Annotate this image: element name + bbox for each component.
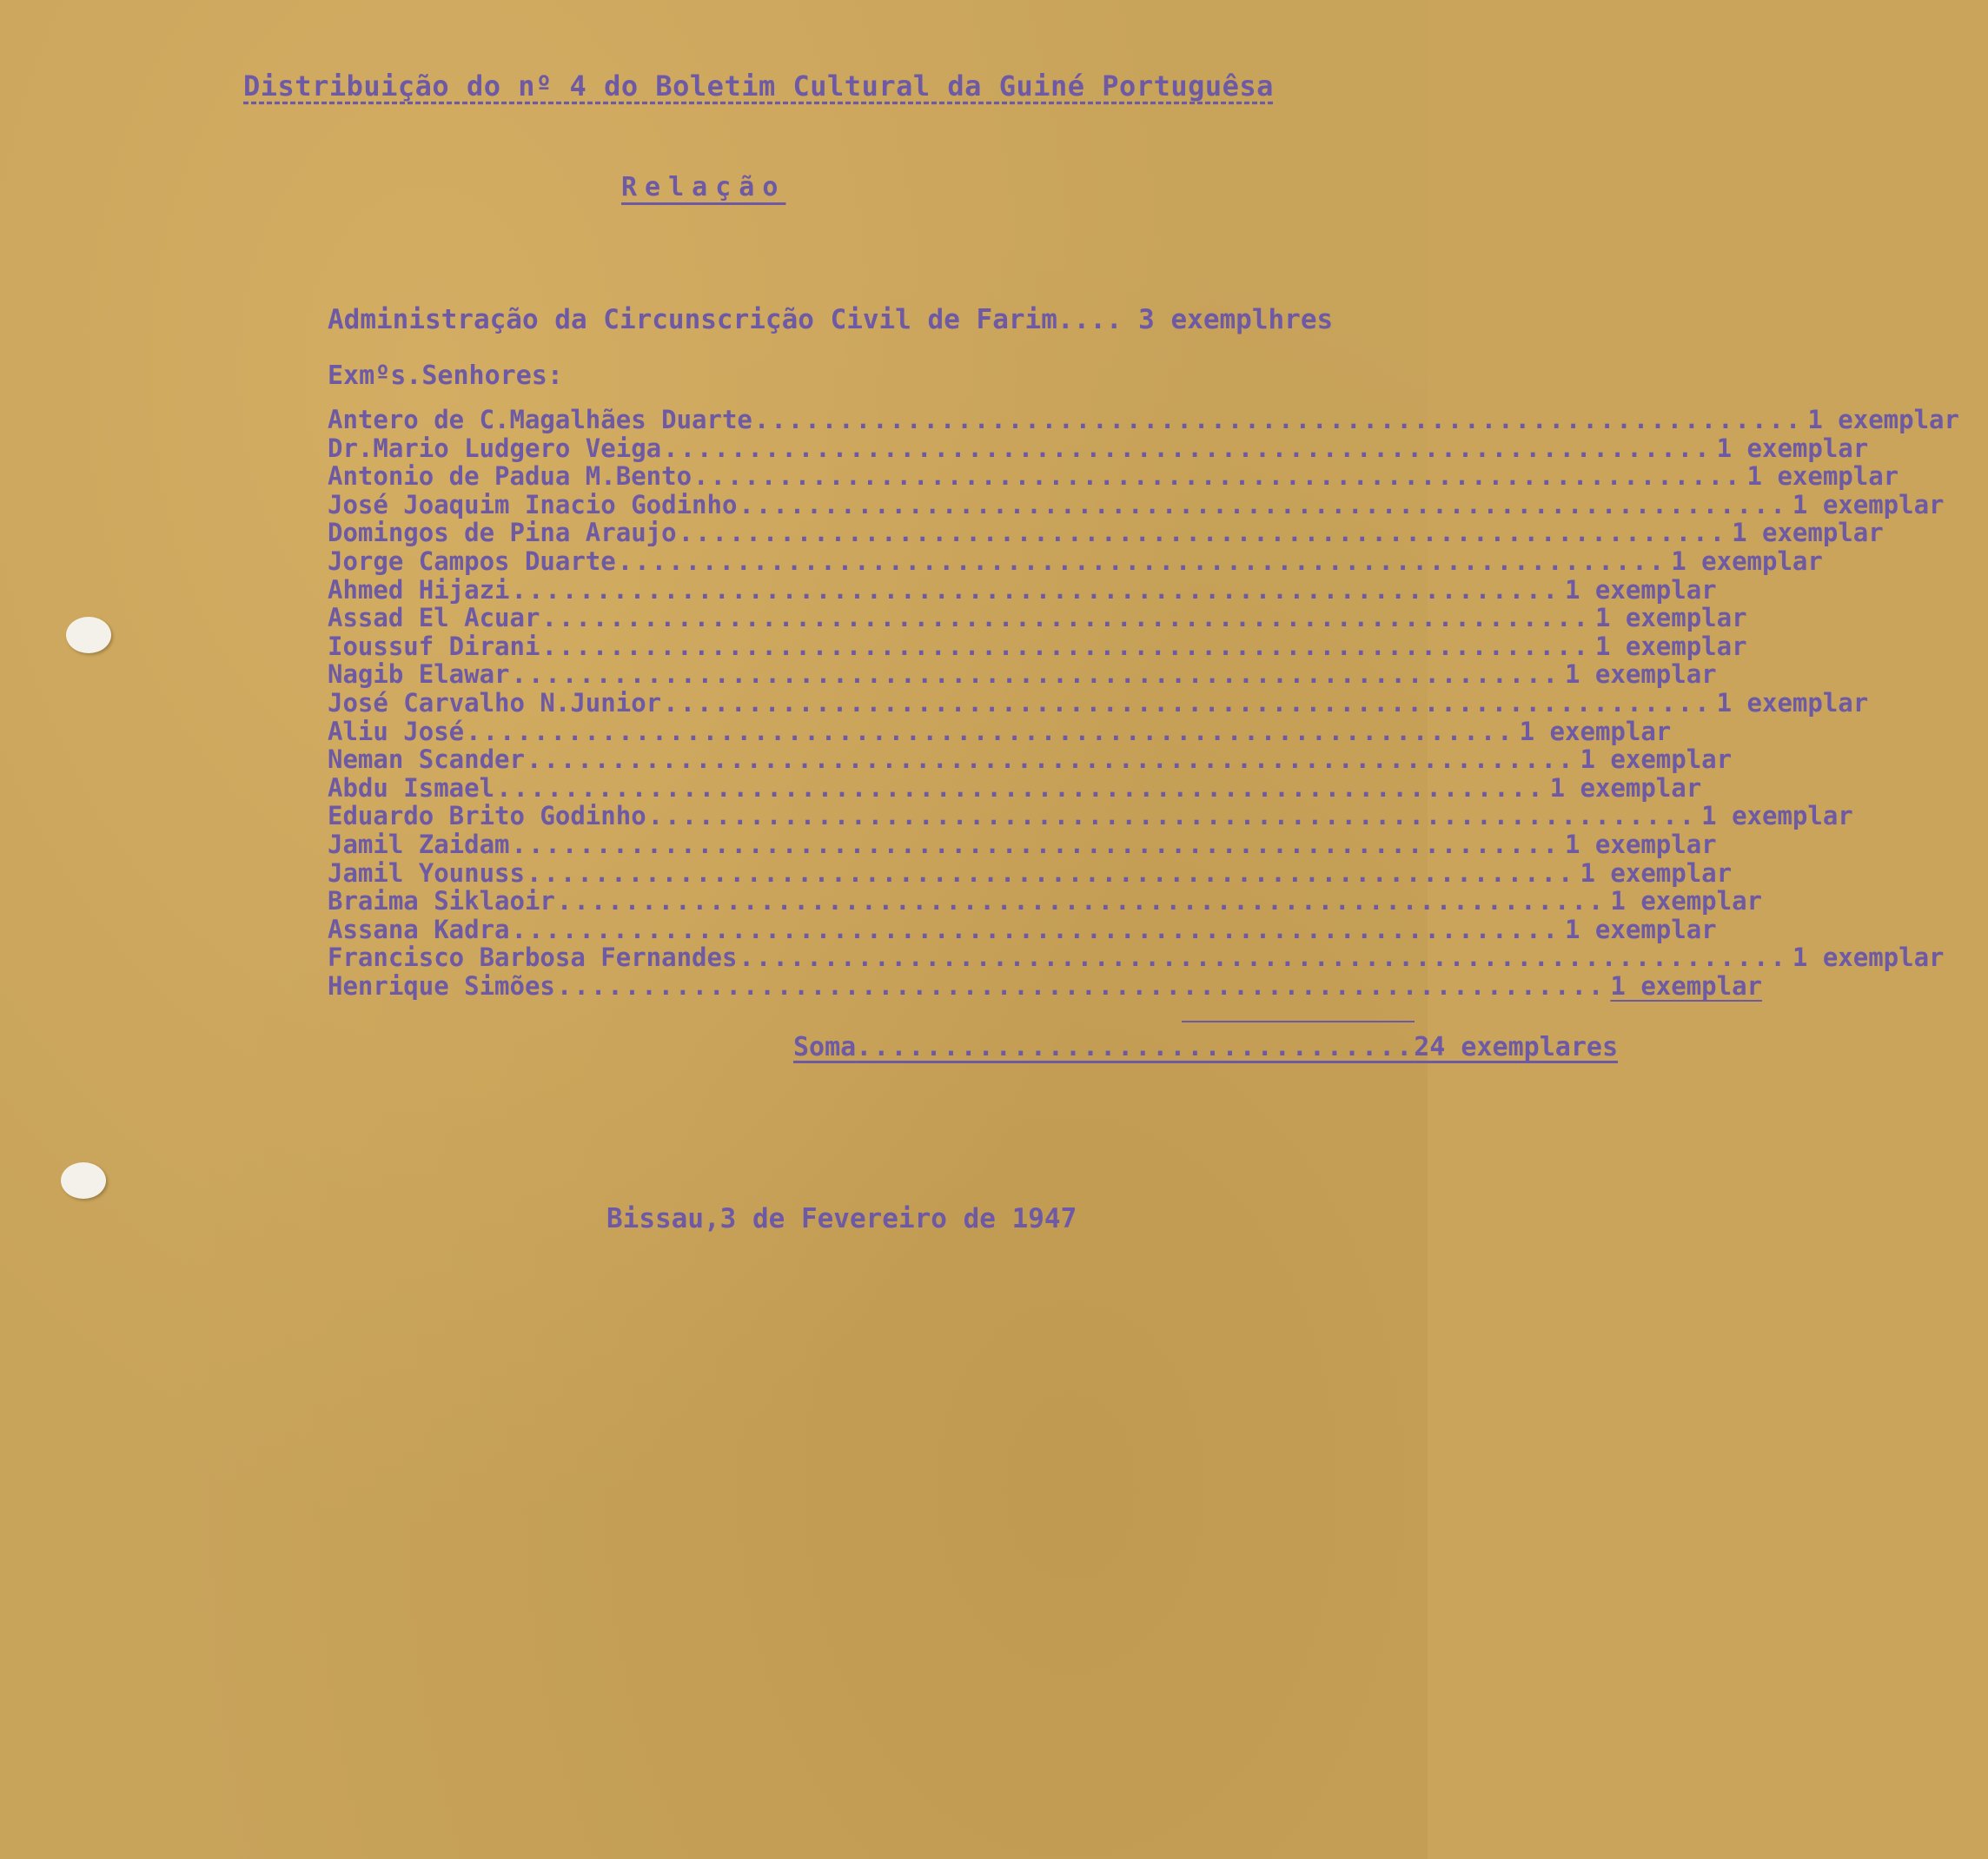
- recipient-quantity: 1 exemplar: [1716, 687, 1869, 718]
- recipient-quantity: 1 exemplar: [1565, 914, 1717, 944]
- dot-leader: ..............................................................: [496, 772, 1545, 803]
- total-quantity: 24 exemplares: [1414, 1032, 1619, 1062]
- recipient-quantity: 1 exemplar: [1594, 603, 1747, 633]
- recipient-quantity: 1 exemplar: [1671, 546, 1823, 576]
- recipient-quantity: 1 exemplar: [1610, 970, 1763, 1001]
- list-item: [328, 716, 1672, 746]
- list-item: [328, 857, 1733, 888]
- dot-leader: ..............................................................: [511, 574, 1561, 605]
- list-item: [328, 659, 1717, 690]
- recipient-name: Domingos de Pina Araujo: [328, 518, 677, 548]
- recipient-name: José Joaquim Inacio Godinho: [328, 489, 738, 519]
- list-item: [328, 631, 1747, 661]
- recipient-name: Nagib Elawar: [328, 659, 510, 690]
- list-item: [328, 886, 1763, 916]
- recipient-quantity: 1 exemplar: [1610, 886, 1763, 916]
- administration-line: Administração da Circunscrição Civil de Farim.... 3 exemplhres: [328, 304, 1334, 335]
- list-item: [328, 829, 1717, 859]
- dot-leader: ..............................................................: [511, 659, 1561, 690]
- total-line: [793, 1032, 1619, 1062]
- dot-leader: ..............................................................: [663, 687, 1712, 718]
- list-item: [328, 461, 1899, 492]
- recipient-name: Assad El Acuar: [328, 603, 540, 633]
- recipient-name: José Carvalho N.Junior: [328, 687, 662, 718]
- dot-leader: ..............................................................: [678, 518, 1727, 548]
- recipient-name: Assana Kadra: [328, 914, 510, 944]
- dot-leader: ..............................................................: [526, 744, 1575, 775]
- dot-leader: ..............................................................: [693, 461, 1742, 492]
- list-item: [328, 801, 1853, 831]
- recipient-name: Braima Siklaoir: [328, 886, 555, 916]
- dot-leader: ..............................................................: [511, 914, 1561, 944]
- recipient-quantity: 1 exemplar: [1580, 857, 1733, 888]
- dot-leader: ..............................................................: [753, 405, 1803, 434]
- salutation: Exmºs.Senhores:: [328, 361, 563, 391]
- recipient-quantity: 1 exemplar: [1792, 489, 1945, 519]
- dateline: Bissau,3 de Fevereiro de 1947: [606, 1203, 1077, 1234]
- dot-leader: ..............................................................: [466, 716, 1514, 746]
- recipient-name: Eduardo Brito Godinho: [328, 801, 646, 831]
- list-item: [328, 772, 1702, 803]
- dot-leader: ..............................................................: [663, 433, 1712, 463]
- dot-leader: ..............................................................: [739, 489, 1787, 519]
- punch-hole-top: [66, 617, 111, 653]
- dot-leader: ..............................................................: [647, 801, 1697, 831]
- list-item: [328, 574, 1717, 605]
- punch-hole-bottom: [61, 1162, 106, 1199]
- dot-leader: ..............................................................: [739, 943, 1787, 973]
- recipient-quantity: 1 exemplar: [1701, 801, 1853, 831]
- recipient-quantity: 1 exemplar: [1716, 433, 1869, 463]
- dot-leader: ..............................................................: [526, 857, 1575, 888]
- list-item: [328, 546, 1823, 576]
- list-item: [328, 943, 1945, 973]
- list-item: [328, 405, 1959, 434]
- recipient-name: Ahmed Hijazi: [328, 574, 510, 605]
- sum-rule: [1182, 1021, 1415, 1022]
- recipient-quantity: 1 exemplar: [1565, 829, 1717, 859]
- list-item: [328, 433, 1869, 463]
- recipient-name: Francisco Barbosa Fernandes: [328, 943, 738, 973]
- list-item: [328, 518, 1884, 548]
- recipient-quantity: 1 exemplar: [1519, 716, 1672, 746]
- dot-leader: ..............................................................: [541, 603, 1590, 633]
- recipient-quantity: 1 exemplar: [1807, 405, 1959, 434]
- document-title: Distribuição do nº 4 do Boletim Cultural da Guiné Portuguêsa: [243, 69, 1274, 103]
- recipient-quantity: 1 exemplar: [1580, 744, 1733, 775]
- recipient-name: Antero de C.Magalhães Duarte: [328, 405, 752, 434]
- recipient-quantity: 1 exemplar: [1732, 518, 1884, 548]
- recipient-name: Antonio de Padua M.Bento: [328, 461, 692, 492]
- recipient-name: Ioussuf Dirani: [328, 631, 540, 661]
- total-label: Soma: [793, 1032, 857, 1062]
- dot-leader: ................................: [856, 1032, 1415, 1062]
- list-item: [328, 914, 1717, 944]
- list-item: [328, 603, 1747, 633]
- recipient-quantity: 1 exemplar: [1549, 772, 1702, 803]
- recipient-name: Jamil Zaidam: [328, 829, 510, 859]
- recipient-name: Neman Scander: [328, 744, 525, 775]
- recipient-quantity: 1 exemplar: [1565, 574, 1717, 605]
- recipient-quantity: 1 exemplar: [1792, 943, 1945, 973]
- recipient-name: Henrique Simões: [328, 970, 555, 1001]
- list-item: [328, 744, 1733, 775]
- recipient-name: Aliu José: [328, 716, 465, 746]
- recipient-name: Dr.Mario Ludgero Veiga: [328, 433, 662, 463]
- list-item: [328, 687, 1869, 718]
- document-subtitle: Relação: [621, 172, 786, 202]
- dot-leader: ..............................................................: [511, 829, 1561, 859]
- recipient-name: Jorge Campos Duarte: [328, 546, 616, 576]
- list-item: [328, 489, 1945, 519]
- list-item: [328, 970, 1763, 1001]
- recipient-name: Abdu Ismael: [328, 772, 495, 803]
- recipient-list: [328, 405, 1959, 1001]
- dot-leader: ..............................................................: [541, 631, 1590, 661]
- dot-leader: ..............................................................: [556, 886, 1606, 916]
- dot-leader: ..............................................................: [617, 546, 1667, 576]
- recipient-name: Jamil Younuss: [328, 857, 525, 888]
- recipient-quantity: 1 exemplar: [1594, 631, 1747, 661]
- recipient-quantity: 1 exemplar: [1746, 461, 1899, 492]
- dot-leader: ..............................................................: [556, 970, 1606, 1001]
- recipient-quantity: 1 exemplar: [1565, 659, 1717, 690]
